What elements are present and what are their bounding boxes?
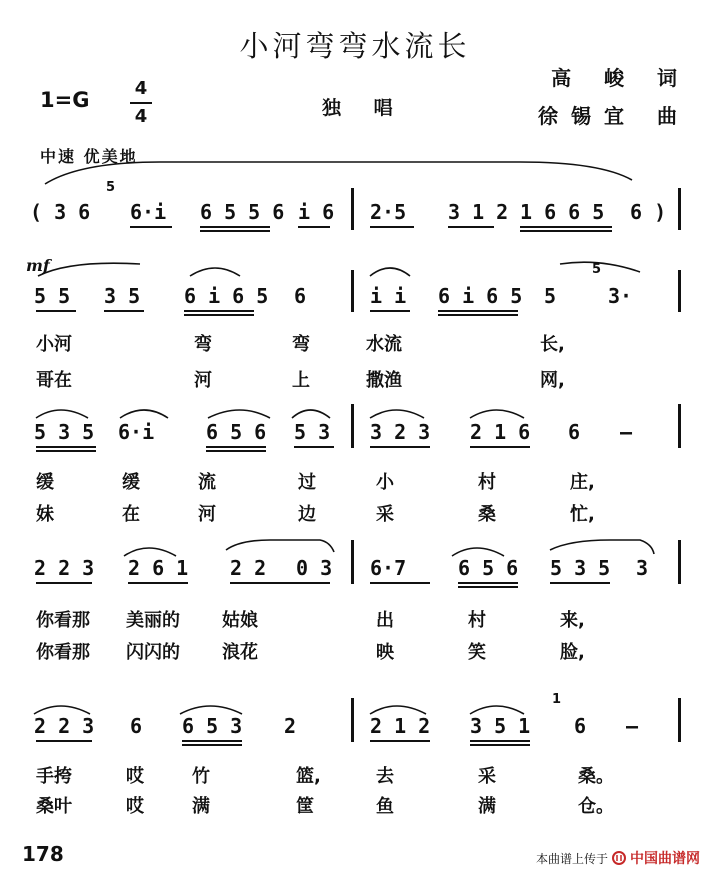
lyric: 仓。	[578, 796, 614, 817]
underline	[438, 310, 518, 312]
underline	[370, 740, 430, 742]
note-group: 6 5 6	[458, 556, 519, 580]
lyric: 哎	[126, 796, 144, 817]
lyric: 美丽的	[126, 610, 180, 631]
note-group: 2 2 3	[34, 714, 95, 738]
underline	[184, 314, 254, 316]
lyric: 采	[478, 766, 496, 787]
lyric: 你看那	[36, 642, 90, 663]
lyric: 手挎	[36, 766, 72, 787]
lyric: 过	[298, 472, 316, 493]
note-group: 6	[568, 420, 581, 444]
underline	[550, 582, 610, 584]
underline	[370, 310, 410, 312]
lyric: 缓	[122, 472, 140, 493]
lyric: 撒渔	[366, 370, 402, 391]
key-signature: 1=G	[40, 88, 90, 112]
barline	[678, 404, 681, 448]
note-group: 6 i 6 5	[438, 284, 523, 308]
note-group: 5 5	[34, 284, 71, 308]
upload-footer[interactable]	[536, 848, 700, 868]
underline	[230, 582, 330, 584]
row-4-slurs	[30, 694, 630, 720]
note-group: 6·7	[370, 556, 407, 580]
note-group: 2 1 6	[470, 420, 531, 444]
lyric: 出	[376, 610, 394, 631]
time-bottom: 4	[134, 106, 148, 127]
underline	[458, 582, 518, 584]
dynamic-marking: mf	[26, 256, 50, 275]
underline	[36, 582, 92, 584]
lyric: 采	[376, 504, 394, 525]
underline	[184, 310, 254, 312]
note-group: —	[626, 714, 639, 738]
barline	[351, 698, 354, 742]
barline	[351, 270, 354, 312]
lyric: 满	[478, 796, 496, 817]
underline	[370, 582, 430, 584]
barline	[678, 698, 681, 742]
lyric: 流	[198, 472, 216, 493]
composer-credit: 徐锡宜 曲	[538, 104, 690, 128]
lyric: 鱼	[376, 796, 394, 817]
lyric: 满	[192, 796, 210, 817]
grace-note: 5	[106, 180, 116, 195]
note-group: 2 2 3	[34, 556, 95, 580]
lyric: 浪花	[222, 642, 258, 663]
lyricist-credit: 高 峻 词	[551, 66, 690, 90]
lyric: 村	[468, 610, 486, 631]
lyric: 小河	[36, 334, 72, 355]
lyric: 河	[198, 504, 216, 525]
lyric: 村	[478, 472, 496, 493]
lyric: 水流	[366, 334, 402, 355]
underline	[370, 226, 414, 228]
row-1-slurs	[30, 254, 660, 284]
note-group: 2 6 1	[128, 556, 189, 580]
underline	[448, 226, 494, 228]
note-group: 3 5	[104, 284, 141, 308]
note-group: 2·5	[370, 200, 407, 224]
note-group: 6	[574, 714, 587, 738]
lyric: 上	[292, 370, 310, 391]
note-group: 6	[130, 714, 143, 738]
note-group: 2 1 2	[370, 714, 431, 738]
intro-slur	[40, 158, 640, 188]
note-group: 5	[544, 284, 557, 308]
site-name-link[interactable]: 中国曲谱网	[630, 851, 700, 867]
note-group: 1 6 6 5	[520, 200, 605, 224]
lyric: 篮,	[296, 766, 321, 787]
lyric: 哎	[126, 766, 144, 787]
note-group: 0 3	[296, 556, 333, 580]
note-group: 5 3 5	[550, 556, 611, 580]
underline	[200, 226, 270, 228]
underline	[206, 450, 266, 452]
time-signature	[128, 76, 154, 130]
lyric: 庄,	[570, 472, 595, 493]
lyric: 长,	[540, 334, 565, 355]
lyric: 你看那	[36, 610, 90, 631]
underline	[36, 740, 92, 742]
lyric: 脸,	[560, 642, 585, 663]
underline	[294, 446, 334, 448]
lyric: 河	[194, 370, 212, 391]
barline	[351, 188, 354, 230]
lyric: 哥在	[36, 370, 72, 391]
lyric: 弯	[292, 334, 310, 355]
underline	[36, 446, 96, 448]
underline	[182, 744, 242, 746]
note-group: ( 3 6	[30, 200, 91, 224]
note-group: 6·i	[130, 200, 167, 224]
lyric: 桑。	[578, 766, 614, 787]
lyric: 姑娘	[222, 610, 258, 631]
song-title: 小河弯弯水流长	[239, 29, 471, 63]
lyric: 桑	[478, 504, 496, 525]
tempo-marking: 中速 优美地	[40, 147, 138, 166]
lyric: 竹	[192, 766, 210, 787]
grace-note: 5	[592, 262, 602, 277]
lyric: 笑	[468, 642, 486, 663]
underline	[128, 582, 188, 584]
underline	[470, 446, 530, 448]
barline	[351, 540, 354, 584]
genre-label: 独 唱	[322, 97, 406, 119]
note-group: 6 5 5 6	[200, 200, 285, 224]
lyric: 小	[376, 472, 394, 493]
barline	[678, 270, 681, 312]
underline	[520, 230, 612, 232]
note-group: —	[620, 420, 633, 444]
underline	[130, 226, 172, 228]
lyric: 忙,	[570, 504, 595, 525]
page-number: 178	[22, 842, 64, 866]
grace-note: 1	[552, 692, 562, 707]
lyric: 妹	[36, 504, 54, 525]
note-group: i 6	[298, 200, 335, 224]
underline	[36, 310, 76, 312]
underline	[370, 446, 430, 448]
note-group: 6 5 6	[206, 420, 267, 444]
note-group: 5 3 5	[34, 420, 95, 444]
lyric: 桑叶	[36, 796, 72, 817]
underline	[520, 226, 612, 228]
note-group: 5 3	[294, 420, 331, 444]
lyric: 筐	[296, 796, 314, 817]
note-group: 3 5 1	[470, 714, 531, 738]
note-group: 2 2	[230, 556, 267, 580]
underline	[438, 314, 518, 316]
underline	[200, 230, 270, 232]
underline	[182, 740, 242, 742]
underline	[36, 450, 96, 452]
note-group: 6 5 3	[182, 714, 243, 738]
underline	[470, 744, 530, 746]
barline	[351, 404, 354, 448]
time-top: 4	[134, 78, 148, 99]
note-group: 3	[636, 556, 649, 580]
lyric: 在	[122, 504, 140, 525]
note-group: 6	[294, 284, 307, 308]
note-group: 6·i	[118, 420, 155, 444]
lyric: 边	[298, 504, 316, 525]
underline	[104, 310, 144, 312]
lyric: 网,	[540, 370, 565, 391]
underline	[206, 446, 266, 448]
lyric: 来,	[560, 610, 585, 631]
underline	[458, 586, 518, 588]
lyric: 弯	[194, 334, 212, 355]
upload-text: 本曲谱上传于	[535, 851, 608, 866]
note-group: 2	[284, 714, 297, 738]
barline	[678, 540, 681, 584]
note-group: 3 1 2	[448, 200, 509, 224]
lyric: 缓	[36, 472, 54, 493]
lyric: 闪闪的	[126, 642, 180, 663]
note-group: i i	[370, 284, 407, 308]
lyric: 映	[376, 642, 394, 663]
barline	[678, 188, 681, 230]
note-group: 3 2 3	[370, 420, 431, 444]
lyric: 去	[376, 766, 394, 787]
underline	[470, 740, 530, 742]
time-bar	[130, 102, 152, 104]
site-logo-icon	[612, 851, 626, 865]
note-group: 6 i 6 5	[184, 284, 269, 308]
note-group: 3·	[608, 284, 633, 308]
note-group: 6 )	[630, 200, 667, 224]
underline	[298, 226, 330, 228]
